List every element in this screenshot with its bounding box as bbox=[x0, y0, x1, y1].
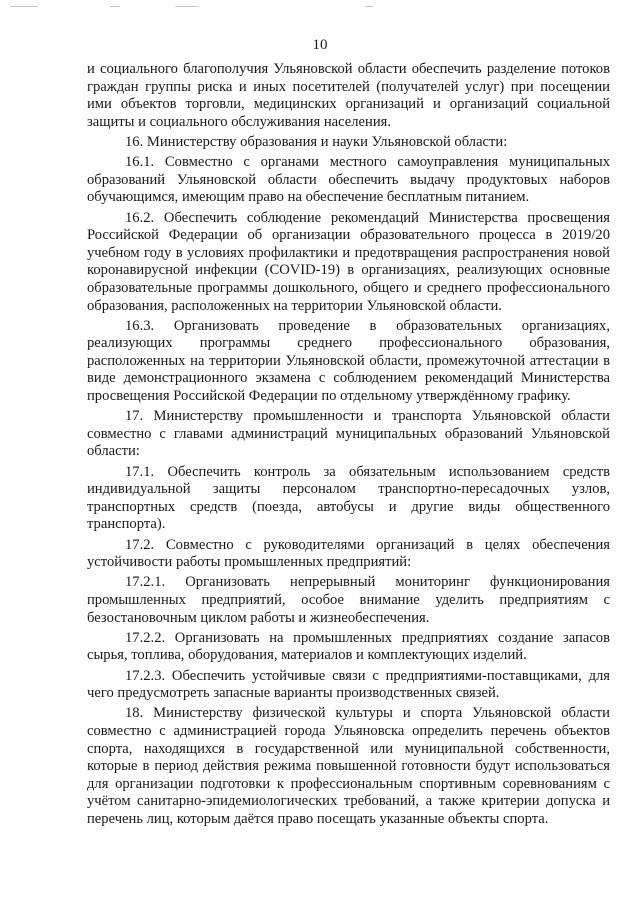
paragraph-18: 18. Министерству физической культуры и спорта Ульяновской области совместно с администрацией города Ульяновска определить перечень объектов спорта, находящихся в государственной или муниципальной собственности, которые в период действия режима повышенной готовности будут использоваться для организации подготовки к профессиональным спортивным соревнованиям с учётом санитарно-эпидемиологических требований, а также критерии допуска и перечень лиц, которым даётся право посещать указанные объекты спорта. bbox=[87, 705, 610, 827]
scan-artifact-marks bbox=[10, 6, 390, 12]
paragraph-17-2: 17.2. Совместно с руководителями организаций в целях обеспечения устойчивости работы промышленных предприятий: bbox=[87, 536, 610, 571]
paragraph-16: 16. Министерству образования и науки Ульяновской области: bbox=[125, 133, 508, 150]
paragraph-17-2-1: 17.2.1. Организовать непрерывный мониторинг функционирования промышленных предприятий, особое внимание уделить предприятиям с безостановочным циклом работы и жизнеобеспечения. bbox=[87, 574, 610, 626]
paragraph-17-2-3: 17.2.3. Обеспечить устойчивые связи с предприятиями-поставщиками, для чего предусмотреть запасные варианты производственных связей. bbox=[87, 667, 610, 702]
paragraph-16-1: 16.1. Совместно с органами местного самоуправления муниципальных образований Ульяновской области обеспечить выдачу продуктовых наборов обучающимся, имеющим право на обеспечение бесплатным питанием. bbox=[87, 154, 610, 206]
page-number: 10 bbox=[312, 37, 328, 53]
paragraph-17-2-2: 17.2.2. Организовать на промышленных предприятиях создание запасов сырья, топлива, оборудования, материалов и комплектующих изделий. bbox=[87, 629, 610, 664]
paragraph-16-3: 16.3. Организовать проведение в образовательных организациях, реализующих программы среднего профессионального образования, расположенных на территории Ульяновской области, промежуточной аттестации в виде демонстрационного экзамена с соблюдением рекомендаций Министерства просвещения Российской Федерации по отдельному утверждённому графику. bbox=[87, 317, 610, 405]
paragraph-17-1: 17.1. Обеспечить контроль за обязательным использованием средств индивидуальной защиты персоналом транспортно-пересадочных узлов, транспортных средств (поезда, автобусы и другие виды общественного транспорта). bbox=[87, 463, 610, 533]
paragraph-17: 17. Министерству промышленности и транспорта Ульяновской области совместно с главами администраций муниципальных образований Ульяновской области: bbox=[87, 408, 610, 460]
document-body bbox=[87, 61, 610, 831]
paragraph-16-2: 16.2. Обеспечить соблюдение рекомендаций Министерства просвещения Российской Федерации об организации образовательного процесса в 2019/20 учебном году в условиях профилактики и предотвращения распространения новой коронавирусной инфекции (COVID-19) в организациях, реализующих основные образовательные программы дошкольного, общего и среднего профессионального образования, расположенных на территории Ульяновской области. bbox=[87, 209, 610, 314]
paragraph-continuation: и социального благополучия Ульяновской области обеспечить разделение потоков граждан группы риска и иных посетителей (получателей услуг) при посещении ими объектов торговли, медицинских организаций и организаций социальной защиты и социального обслуживания населения. bbox=[87, 61, 610, 130]
